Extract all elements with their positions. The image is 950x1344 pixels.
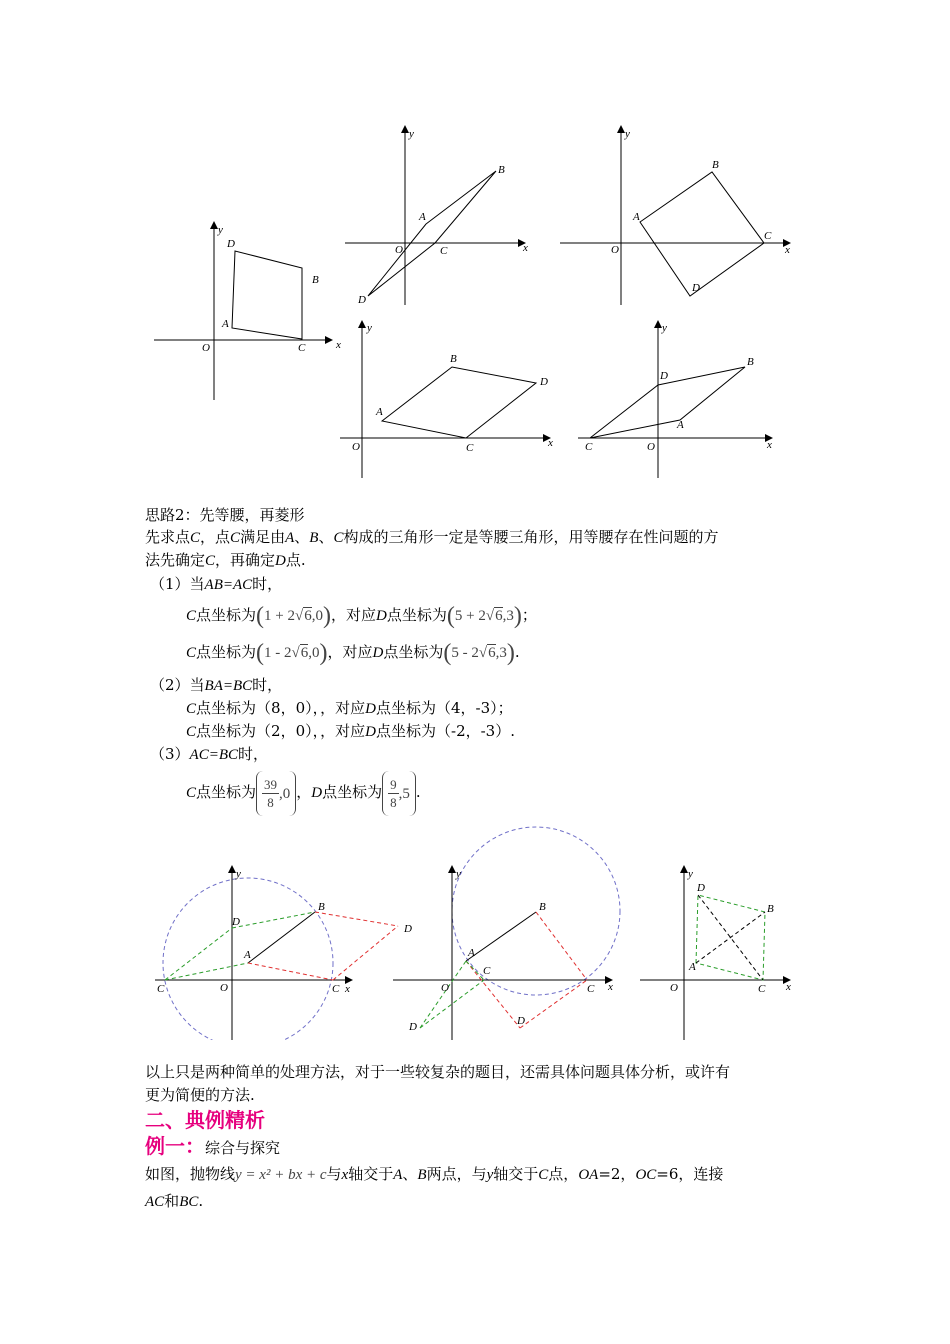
svg-text:O: O (220, 982, 228, 994)
svg-text:D: D (227, 238, 235, 250)
svg-text:D: D (358, 294, 366, 306)
svg-text:A: A (633, 211, 640, 223)
svg-text:C: C (585, 441, 593, 453)
svg-text:y: y (662, 322, 667, 334)
svg-text:A: A (244, 949, 251, 961)
case2-heading: （2）当BA=BC时， (150, 676, 283, 694)
fig7 (393, 827, 620, 1040)
svg-text:O: O (647, 441, 655, 453)
svg-text:D: D (404, 923, 412, 935)
svg-text:A: A (468, 947, 475, 959)
svg-text:D: D (232, 916, 240, 928)
svg-text:A: A (419, 211, 426, 223)
svg-text:B: B (712, 159, 719, 171)
svg-text:D: D (697, 882, 705, 894)
svg-text:A: A (677, 419, 684, 431)
svg-text:B: B (450, 353, 457, 365)
idea2-title: 思路2：先等腰，再菱形 (145, 506, 305, 524)
svg-text:C: C (466, 442, 474, 454)
svg-text:O: O (352, 441, 360, 453)
summary-line2: 更为简便的方法. (145, 1086, 255, 1104)
svg-text:B: B (498, 164, 505, 176)
svg-text:y: y (688, 868, 693, 880)
fig3 (560, 126, 790, 305)
summary-line1: 以上只是两种简单的处理方法，对于一些较复杂的题目，还需具体问题具体分析，或许有 (145, 1063, 731, 1081)
fig4 (340, 321, 553, 478)
svg-text:C: C (440, 245, 448, 257)
svg-text:y: y (218, 224, 223, 236)
svg-text:D: D (660, 370, 668, 382)
svg-text:y: y (625, 128, 630, 140)
svg-text:y: y (367, 322, 372, 334)
svg-text:x: x (523, 242, 528, 254)
svg-text:A: A (376, 406, 383, 418)
svg-text:C: C (587, 983, 595, 995)
example-title: 例一：综合与探究 (145, 1134, 281, 1158)
svg-text:D: D (409, 1021, 417, 1033)
svg-text:C: C (157, 983, 165, 995)
case3-heading: （3）AC=BC时， (150, 745, 269, 763)
svg-text:B: B (318, 901, 325, 913)
figure-parallelograms (0, 0, 950, 480)
svg-text:O: O (670, 982, 678, 994)
svg-text:C: C (764, 230, 772, 242)
svg-text:O: O (202, 342, 210, 354)
svg-text:x: x (767, 439, 772, 451)
svg-text:D: D (517, 1015, 525, 1027)
svg-text:x: x (608, 981, 613, 993)
problem-line2: AC和BC. (145, 1192, 204, 1210)
svg-text:x: x (336, 339, 341, 351)
fig2 (345, 126, 528, 306)
fig1 (154, 222, 341, 400)
idea2-desc-line2: 法先确定C，再确定D点. (145, 551, 306, 569)
svg-text:y: y (456, 868, 461, 880)
svg-text:A: A (222, 318, 229, 330)
case2-solution1: C点坐标为（8，0），，对应D点坐标为（4，-3）； (186, 699, 513, 717)
svg-text:C: C (298, 342, 306, 354)
svg-text:A: A (689, 961, 696, 973)
idea2-desc: 先求点C，点C满足由A、B、C构成的三角形一定是等腰三角形，用等腰存在性问题的方 (145, 528, 719, 546)
fig5 (578, 321, 772, 478)
svg-text:y: y (409, 128, 414, 140)
svg-text:D: D (692, 282, 700, 294)
svg-text:C: C (758, 983, 766, 995)
svg-text:x: x (786, 981, 791, 993)
problem-line1: 如图，抛物线y = x² + bx + c与x轴交于A、B两点，与y轴交于C点，OA=2，OC=6，连接 (145, 1165, 724, 1183)
fig6 (155, 866, 412, 1040)
svg-text:B: B (312, 274, 319, 286)
svg-text:x: x (345, 983, 350, 995)
case3-solution: C点坐标为 $\frac{39}{8}$ ,0 ，D点坐标为 $\frac{9}{8}$ ,5 . (186, 770, 421, 816)
section-title: 二、典例精析 (145, 1108, 265, 1132)
case1-solution2: C点坐标为(1 - 2√6,0)，对应D点坐标为(5 - 2√6,3). (186, 640, 520, 666)
svg-text:B: B (767, 903, 774, 915)
svg-text:O: O (611, 244, 619, 256)
svg-text:B: B (747, 356, 754, 368)
svg-text:O: O (395, 244, 403, 256)
case1-heading: （1）当AB=AC时， (150, 575, 283, 593)
svg-text:O: O (441, 982, 449, 994)
case1-solution1: C点坐标为(1 + 2√6,0)，对应D点坐标为(5 + 2√6,3)； (186, 603, 537, 629)
svg-text:y: y (236, 868, 241, 880)
svg-text:C: C (483, 965, 491, 977)
svg-text:C: C (332, 983, 340, 995)
svg-text:D: D (540, 376, 548, 388)
figure-isosceles-circles (0, 820, 950, 1040)
case2-solution2: C点坐标为（2，0），，对应D点坐标为（-2，-3）. (186, 722, 515, 740)
svg-text:x: x (785, 244, 790, 256)
fig8 (640, 866, 791, 1040)
svg-text:B: B (539, 901, 546, 913)
svg-text:x: x (548, 437, 553, 449)
